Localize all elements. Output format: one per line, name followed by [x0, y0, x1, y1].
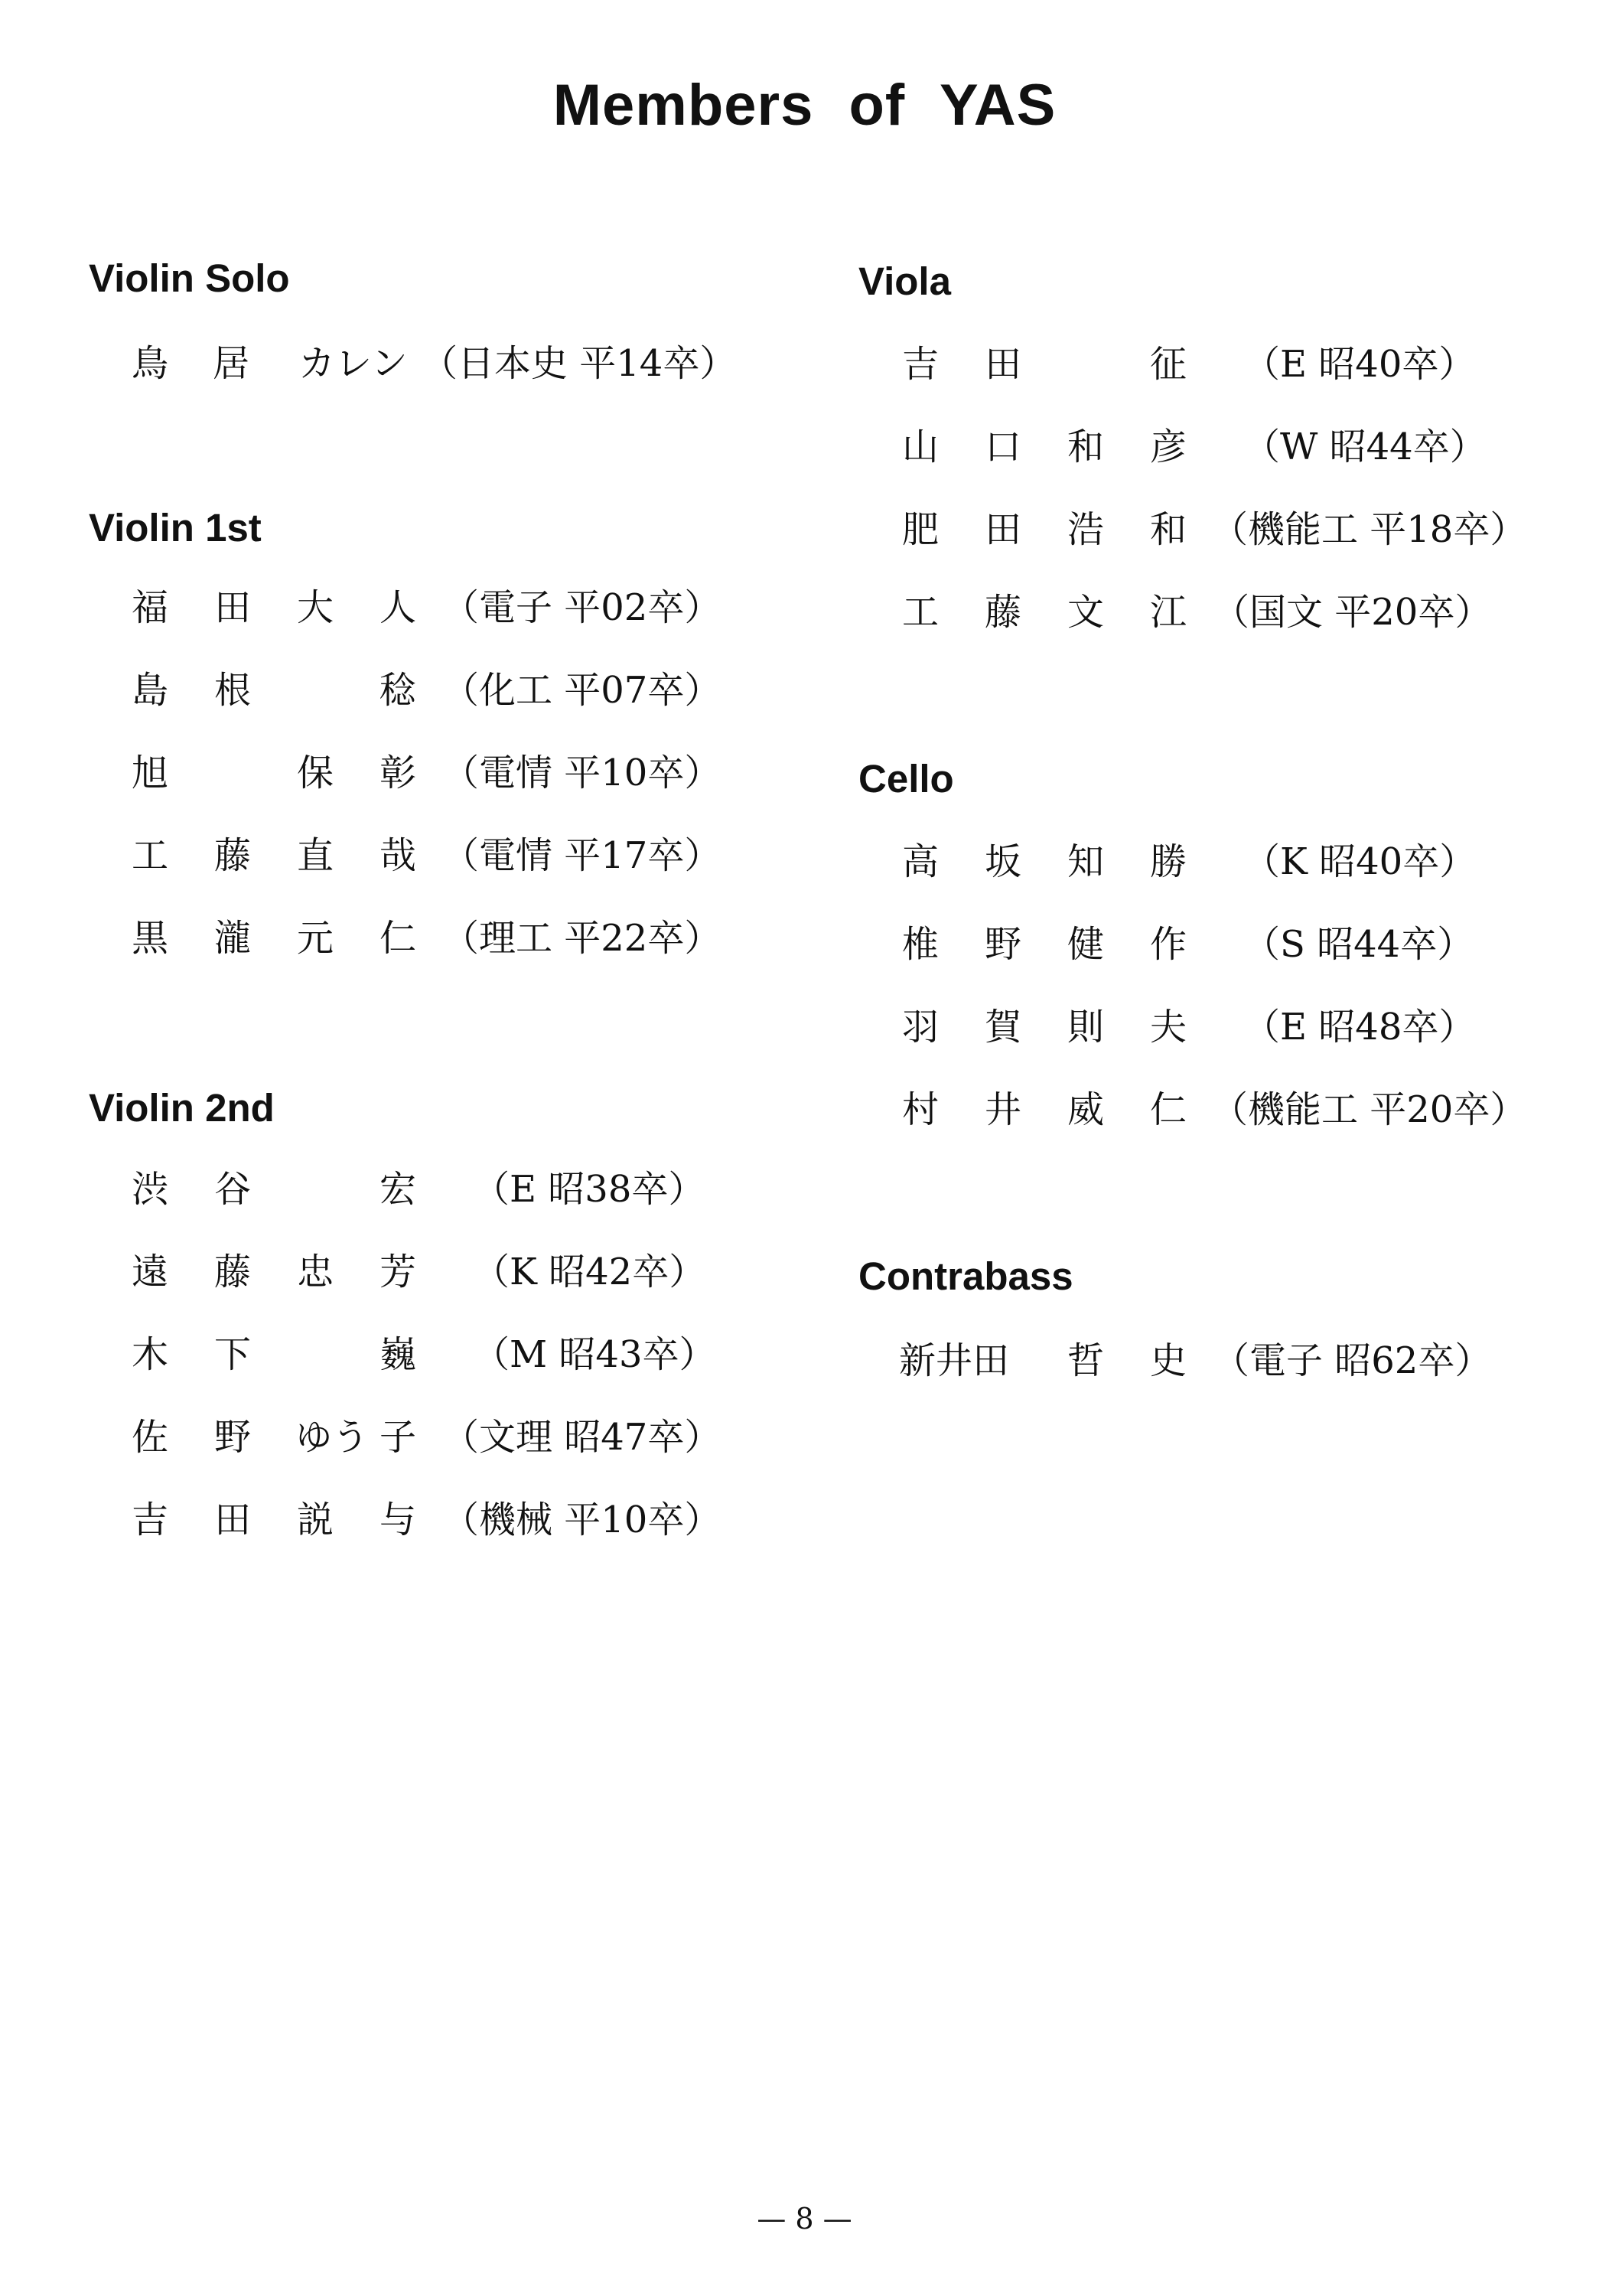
member-name-char: 野	[213, 1416, 251, 1459]
member-violin-2nd-4	[129, 1414, 756, 1460]
member-name-char: 旭	[131, 752, 168, 794]
section-heading-violin-1st: Violin 1st	[89, 506, 262, 550]
member-name-char: 直	[296, 834, 334, 877]
member-name-char: 椎	[901, 923, 939, 966]
member-name-char: 井	[984, 1088, 1021, 1131]
member-name-char: 人	[379, 586, 416, 629]
member-affiliation: （日本史 平14卒）	[421, 342, 737, 385]
member-cello-3	[899, 1004, 1526, 1050]
member-name-char: 口	[984, 426, 1021, 468]
member-name-char: 勝	[1149, 840, 1187, 883]
member-name-char: 谷	[213, 1168, 251, 1211]
member-name-char: 肥	[901, 508, 939, 551]
member-name-char: 根	[213, 669, 251, 712]
member-name-char: 夫	[1149, 1006, 1187, 1049]
member-affiliation: （E 昭40卒）	[1243, 343, 1476, 386]
member-name-char: 作	[1149, 923, 1187, 966]
member-affiliation: （電子 平02卒）	[442, 586, 721, 629]
member-name-char: 工	[131, 834, 168, 877]
member-name-char: 彰	[379, 752, 416, 794]
member-name-char: 忠	[296, 1251, 334, 1293]
member-name-char: 大	[296, 586, 334, 629]
member-name-char: 木	[131, 1333, 168, 1376]
member-name-char: 坂	[984, 840, 1021, 883]
member-violin-1st-2	[129, 667, 756, 713]
member-cello-1	[899, 839, 1526, 885]
member-name-char: 元	[296, 917, 334, 960]
member-affiliation: （化工 平07卒）	[442, 669, 721, 712]
member-name-char: 健	[1067, 923, 1104, 966]
member-name-char: 工	[901, 591, 939, 634]
member-violin-2nd-1	[129, 1166, 756, 1212]
member-violin-2nd-5	[129, 1497, 756, 1543]
member-name-char: 芳	[379, 1251, 416, 1293]
member-affiliation: （機械 平10卒）	[442, 1499, 721, 1541]
member-name-char: 佐	[131, 1416, 168, 1459]
member-affiliation: （電情 平17卒）	[442, 834, 721, 877]
member-name-char: 新井田	[899, 1339, 1010, 1382]
member-affiliation: （K 昭42卒）	[473, 1251, 706, 1293]
member-name-char: 居	[212, 342, 249, 385]
member-name-char: 遠	[131, 1251, 168, 1293]
member-name-char: 仁	[1149, 1088, 1187, 1131]
member-name-char: 江	[1149, 591, 1187, 634]
member-name-char: 彦	[1149, 426, 1187, 468]
member-name-char: 稔	[379, 669, 416, 712]
member-name-char: 福	[131, 586, 168, 629]
member-violin-2nd-2	[129, 1249, 756, 1295]
member-name-char: 哉	[379, 834, 416, 877]
member-affiliation: （理工 平22卒）	[442, 917, 721, 960]
member-name-char: 則	[1067, 1006, 1104, 1049]
section-heading-violin-2nd: Violin 2nd	[89, 1086, 275, 1130]
member-name-char: 保	[296, 752, 334, 794]
member-affiliation: （S 昭44卒）	[1243, 923, 1474, 966]
member-name-char: 黒	[131, 917, 168, 960]
member-violin-1st-4	[129, 833, 756, 879]
member-name-char: 瀧	[213, 917, 251, 960]
member-viola-3	[899, 507, 1526, 553]
member-affiliation: （E 昭48卒）	[1243, 1006, 1476, 1049]
member-violin-1st-1	[129, 585, 756, 631]
member-name-char: 山	[901, 426, 939, 468]
member-affiliation: （国文 平20卒）	[1213, 591, 1492, 634]
member-name-char: 与	[379, 1499, 416, 1541]
member-name-char: 藤	[984, 591, 1021, 634]
member-name-char: 説	[296, 1499, 334, 1541]
member-cello-2	[899, 921, 1526, 967]
member-affiliation: （E 昭38卒）	[473, 1168, 705, 1211]
member-name-char: 和	[1067, 426, 1104, 468]
member-violin-1st-3	[129, 750, 756, 796]
member-name-char: ゆう	[295, 1416, 370, 1459]
member-name-char: 高	[901, 840, 939, 883]
member-violin-solo-1	[129, 341, 756, 386]
member-affiliation: （M 昭43卒）	[473, 1333, 716, 1376]
member-affiliation: （機能工 平20卒）	[1211, 1088, 1527, 1131]
member-name-char: 藤	[213, 834, 251, 877]
member-name-char: 村	[901, 1088, 939, 1131]
member-name-char: 藤	[213, 1251, 251, 1293]
member-name-char: 吉	[901, 343, 939, 386]
member-name-char: カレン	[298, 342, 408, 385]
member-name-char: 知	[1067, 840, 1104, 883]
member-name-char: 野	[984, 923, 1021, 966]
section-heading-contrabass: Contrabass	[858, 1254, 1073, 1298]
member-violin-1st-5	[129, 915, 756, 961]
member-name-char: 宏	[379, 1168, 416, 1211]
member-name-char: 田	[213, 1499, 251, 1541]
section-heading-viola: Viola	[858, 259, 951, 303]
member-name-char: 巍	[379, 1333, 416, 1376]
section-heading-violin-solo: Violin Solo	[89, 256, 290, 300]
member-affiliation: （W 昭44卒）	[1243, 426, 1487, 468]
member-name-char: 田	[984, 508, 1021, 551]
member-cello-4	[899, 1087, 1526, 1133]
member-affiliation: （文理 昭47卒）	[442, 1416, 721, 1459]
member-affiliation: （K 昭40卒）	[1243, 840, 1477, 883]
member-name-char: 征	[1149, 343, 1187, 386]
member-name-char: 哲	[1067, 1339, 1104, 1382]
member-viola-2	[899, 424, 1526, 470]
page-title: Members of YAS	[552, 73, 1057, 138]
member-name-char: 威	[1067, 1088, 1104, 1131]
member-name-char: 史	[1149, 1339, 1187, 1382]
member-name-char: 子	[379, 1416, 416, 1459]
member-name-char: 渋	[131, 1168, 168, 1211]
member-name-char: 鳥	[131, 342, 168, 385]
member-name-char: 浩	[1067, 508, 1104, 551]
member-affiliation: （機能工 平18卒）	[1211, 508, 1527, 551]
member-violin-2nd-3	[129, 1332, 756, 1378]
member-name-char: 賀	[984, 1006, 1021, 1049]
member-name-char: 田	[213, 586, 251, 629]
member-name-char: 文	[1067, 591, 1104, 634]
member-name-char: 島	[131, 669, 168, 712]
member-affiliation: （電情 平10卒）	[442, 752, 721, 794]
member-name-char: 田	[984, 343, 1021, 386]
section-heading-cello: Cello	[858, 757, 954, 801]
member-name-char: 吉	[131, 1499, 168, 1541]
page-number: — 8 —	[757, 2202, 852, 2236]
member-name-char: 羽	[901, 1006, 939, 1049]
member-contrabass-1	[899, 1338, 1526, 1384]
member-affiliation: （電子 昭62卒）	[1213, 1339, 1492, 1382]
member-name-char: 和	[1149, 508, 1187, 551]
member-viola-1	[899, 341, 1526, 387]
member-viola-4	[899, 589, 1526, 635]
member-name-char: 下	[213, 1333, 251, 1376]
member-name-char: 仁	[379, 917, 416, 960]
